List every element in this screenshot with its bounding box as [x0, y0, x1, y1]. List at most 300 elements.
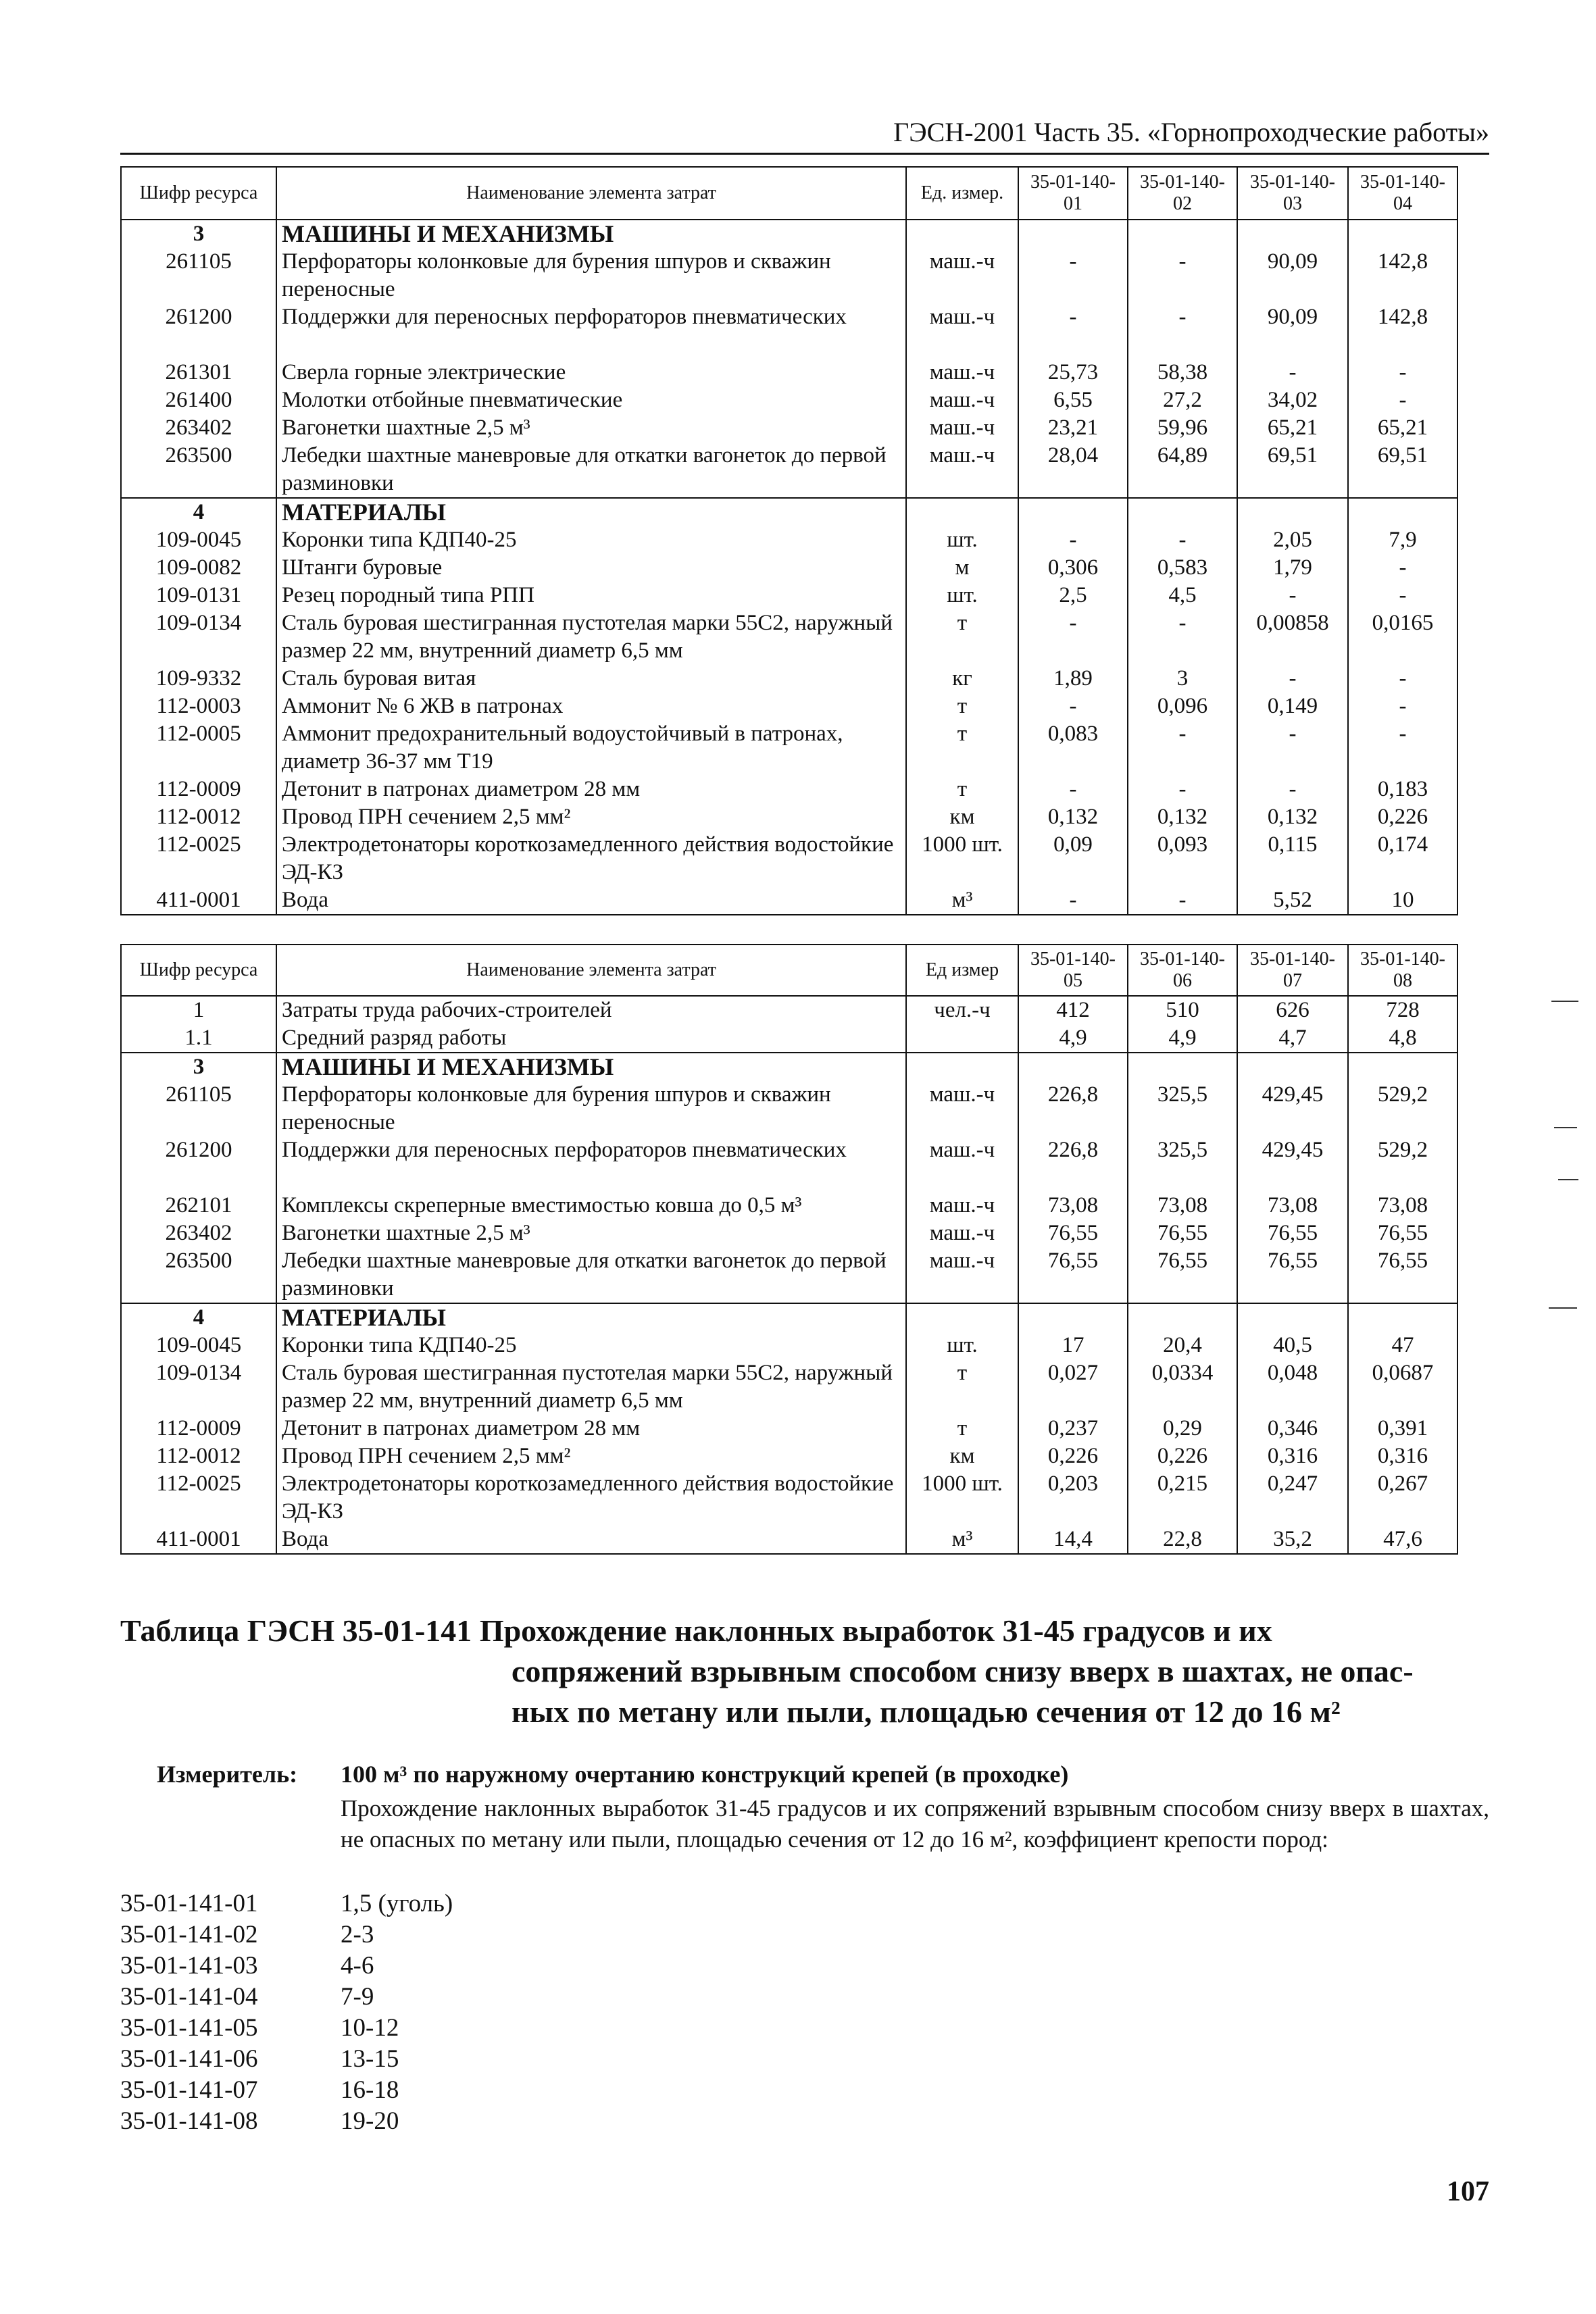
- table-title-prefix: Таблица ГЭСН 35-01-141: [120, 1613, 472, 1648]
- resource-unit: [906, 220, 1018, 248]
- norm-value: 0,346: [1237, 1415, 1348, 1442]
- norm-value: 0,583: [1128, 554, 1237, 582]
- code-value: 13-15: [341, 2045, 399, 2073]
- table-row: [121, 1136, 1457, 1192]
- norm-value: 0,226: [1018, 1442, 1128, 1470]
- resource-unit: [906, 1053, 1018, 1081]
- norm-value: 4,5: [1128, 582, 1237, 609]
- scan-mark: [1558, 1179, 1578, 1180]
- resource-code: 109-9332: [121, 665, 276, 693]
- resource-name: Сталь буровая витая: [276, 665, 906, 693]
- resource-unit: т: [906, 609, 1018, 665]
- norm-value: [1128, 1303, 1237, 1332]
- norm-value: 76,55: [1348, 1219, 1457, 1247]
- norm-value: -: [1348, 359, 1457, 386]
- norm-value: [1237, 1053, 1348, 1081]
- resource-name: МАШИНЫ И МЕХАНИЗМЫ: [276, 1053, 906, 1081]
- norm-value: 0,132: [1128, 803, 1237, 831]
- norm-value: 0,00858: [1237, 609, 1348, 665]
- resource-unit: м³: [906, 1526, 1018, 1554]
- header-col-4: 35-01-140-04: [1348, 167, 1457, 220]
- resource-unit: т: [906, 720, 1018, 776]
- norm-value: 0,316: [1348, 1442, 1457, 1470]
- norm-value: -: [1018, 776, 1128, 803]
- resource-unit: т: [906, 776, 1018, 803]
- norm-value: 0,093: [1128, 831, 1237, 886]
- resource-name: Аммонит предохранительный водоустойчивый в патронах, диаметр 36-37 мм Т19: [276, 720, 906, 776]
- resource-name: МАТЕРИАЛЫ: [276, 498, 906, 526]
- resource-unit: маш.-ч: [906, 386, 1018, 414]
- norm-value: 17: [1018, 1332, 1128, 1359]
- norm-value: 325,5: [1128, 1136, 1237, 1192]
- norm-value: -: [1348, 720, 1457, 776]
- resource-unit: 1000 шт.: [906, 1470, 1018, 1526]
- resource-unit: маш.-ч: [906, 303, 1018, 359]
- resource-code: 411-0001: [121, 886, 276, 915]
- header-col-1: 35-01-140-01: [1018, 167, 1128, 220]
- norm-value: -: [1018, 609, 1128, 665]
- norm-value: 20,4: [1128, 1332, 1237, 1359]
- resource-unit: маш.-ч: [906, 1247, 1018, 1303]
- header-unit: Ед. измер.: [906, 167, 1018, 220]
- table-title-line-1: Прохождение наклонных выработок 31-45 градусов и их: [479, 1613, 1272, 1648]
- resource-unit: км: [906, 803, 1018, 831]
- header-name: Наименование элемента затрат: [276, 945, 906, 996]
- resource-unit: [906, 1303, 1018, 1332]
- table-row: [121, 831, 1457, 886]
- resource-code: 262101: [121, 1192, 276, 1219]
- resource-unit: км: [906, 1442, 1018, 1470]
- norm-value: 69,51: [1237, 442, 1348, 498]
- table-row: [121, 1470, 1457, 1526]
- resource-code: 261200: [121, 1136, 276, 1192]
- code-id: 35-01-141-05: [120, 2014, 258, 2042]
- norm-value: 0,149: [1237, 693, 1348, 720]
- norm-value: 90,09: [1237, 303, 1348, 359]
- table-title-line-3: ных по метану или пыли, площадью сечения от 12 до 16 м²: [512, 1694, 1341, 1729]
- resource-name: Сверла горные электрические: [276, 359, 906, 386]
- header-code: Шифр ресурса: [121, 167, 276, 220]
- code-id: 35-01-141-02: [120, 1921, 258, 1948]
- norm-value: 626: [1237, 996, 1348, 1024]
- norm-value: 47: [1348, 1332, 1457, 1359]
- resource-code: 263500: [121, 442, 276, 498]
- resource-unit: т: [906, 1415, 1018, 1442]
- norm-value: 0,226: [1128, 1442, 1237, 1470]
- resource-name: Коронки типа КДП40-25: [276, 1332, 906, 1359]
- norm-value: -: [1237, 665, 1348, 693]
- header-col-3: 35-01-140-03: [1237, 167, 1348, 220]
- table-row: [121, 1415, 1457, 1442]
- norm-value: 142,8: [1348, 248, 1457, 303]
- norm-value: -: [1018, 303, 1128, 359]
- section-row: [121, 1303, 1457, 1332]
- norm-value: [1018, 1303, 1128, 1332]
- code-list-item: [120, 2013, 453, 2044]
- norm-value: 0,203: [1018, 1470, 1128, 1526]
- norm-value: 0,027: [1018, 1359, 1128, 1415]
- norm-value: 1,79: [1237, 554, 1348, 582]
- norm-value: [1018, 220, 1128, 248]
- resource-unit: 1000 шт.: [906, 831, 1018, 886]
- table-row: [121, 720, 1457, 776]
- table-row: [121, 248, 1457, 303]
- norm-value: 76,55: [1018, 1219, 1128, 1247]
- norm-value: -: [1128, 303, 1237, 359]
- norm-value: -: [1348, 386, 1457, 414]
- table-row: [121, 665, 1457, 693]
- scan-mark: [1554, 1127, 1577, 1128]
- norm-value: 0,215: [1128, 1470, 1237, 1526]
- norm-value: 325,5: [1128, 1081, 1237, 1136]
- code-list-item: [120, 2106, 453, 2137]
- page-number: 107: [1447, 2176, 1489, 2207]
- norm-value: -: [1128, 776, 1237, 803]
- resource-code: 109-0045: [121, 526, 276, 554]
- resource-unit: т: [906, 693, 1018, 720]
- norm-value: 226,8: [1018, 1136, 1128, 1192]
- code-list: [120, 1888, 453, 2137]
- norm-value: 0,174: [1348, 831, 1457, 886]
- norm-value: 14,4: [1018, 1526, 1128, 1554]
- resource-name: Резец породный типа РПП: [276, 582, 906, 609]
- resource-code: 109-0134: [121, 609, 276, 665]
- code-id: 35-01-141-07: [120, 2076, 258, 2104]
- code-list-item: [120, 1982, 453, 2013]
- section-row: [121, 1053, 1457, 1081]
- running-header: ГЭСН-2001 Часть 35. «Горнопроходческие работы»: [893, 117, 1489, 147]
- norm-value: [1348, 220, 1457, 248]
- norm-value: 7,9: [1348, 526, 1457, 554]
- table-row: [121, 693, 1457, 720]
- norm-value: 0,237: [1018, 1415, 1128, 1442]
- norm-value: 0,096: [1128, 693, 1237, 720]
- section-row: [121, 220, 1457, 248]
- code-value: 2-3: [341, 1921, 374, 1948]
- norm-value: 142,8: [1348, 303, 1457, 359]
- table-row: [121, 554, 1457, 582]
- norm-value: -: [1348, 665, 1457, 693]
- resource-name: Электродетонаторы короткозамедленного действия водостойкие ЭД-КЗ: [276, 831, 906, 886]
- norm-value: 2,5: [1018, 582, 1128, 609]
- resource-name: Лебедки шахтные маневровые для откатки вагонеток до первой разминовки: [276, 442, 906, 498]
- table-title-line-2: сопряжений взрывным способом снизу вверх в шахтах, не опас-: [512, 1654, 1414, 1688]
- resource-name: Штанги буровые: [276, 554, 906, 582]
- table-row: [121, 442, 1457, 498]
- norm-value: -: [1128, 609, 1237, 665]
- resource-name: Затраты труда рабочих-строителей: [276, 996, 906, 1024]
- norm-value: 73,08: [1018, 1192, 1128, 1219]
- norm-value: 0,391: [1348, 1415, 1457, 1442]
- norm-value: 510: [1128, 996, 1237, 1024]
- resource-code: 112-0012: [121, 1442, 276, 1470]
- resource-unit: м³: [906, 886, 1018, 915]
- norm-value: [1237, 220, 1348, 248]
- table-row: [121, 1247, 1457, 1303]
- norm-value: 0,115: [1237, 831, 1348, 886]
- norm-value: 64,89: [1128, 442, 1237, 498]
- norm-value: 65,21: [1348, 414, 1457, 442]
- norm-value: -: [1128, 248, 1237, 303]
- header-col-2: 35-01-140-06: [1128, 945, 1237, 996]
- norm-value: [1237, 498, 1348, 526]
- resource-code: 112-0009: [121, 1415, 276, 1442]
- resource-unit: [906, 1024, 1018, 1053]
- code-id: 35-01-141-06: [120, 2045, 258, 2073]
- norm-value: 69,51: [1348, 442, 1457, 498]
- code-value: 1,5 (уголь): [341, 1890, 453, 1917]
- norm-value: 529,2: [1348, 1136, 1457, 1192]
- table-row: [121, 1219, 1457, 1247]
- table-row: [121, 609, 1457, 665]
- norm-value: 0,29: [1128, 1415, 1237, 1442]
- scan-mark: [1551, 1001, 1578, 1002]
- norm-value: 3: [1128, 665, 1237, 693]
- norm-value: -: [1237, 720, 1348, 776]
- norm-value: 73,08: [1237, 1192, 1348, 1219]
- norm-value: 0,306: [1018, 554, 1128, 582]
- resource-unit: шт.: [906, 526, 1018, 554]
- norm-value: -: [1348, 582, 1457, 609]
- table-row: [121, 776, 1457, 803]
- resource-code: 261301: [121, 359, 276, 386]
- resource-name: Детонит в патронах диаметром 28 мм: [276, 776, 906, 803]
- norm-value: [1348, 1303, 1457, 1332]
- norm-value: -: [1237, 359, 1348, 386]
- header-name: Наименование элемента затрат: [276, 167, 906, 220]
- resource-code: 109-0082: [121, 554, 276, 582]
- code-value: 10-12: [341, 2014, 399, 2042]
- table-row: [121, 1024, 1457, 1053]
- norm-value: 22,8: [1128, 1526, 1237, 1554]
- code-list-item: [120, 2044, 453, 2075]
- resource-code: 109-0131: [121, 582, 276, 609]
- table-row: [121, 1081, 1457, 1136]
- norm-value: 27,2: [1128, 386, 1237, 414]
- header-col-4: 35-01-140-08: [1348, 945, 1457, 996]
- resource-name: Провод ПРН сечением 2,5 мм²: [276, 1442, 906, 1470]
- code-list-item: [120, 1919, 453, 1951]
- resource-code: 112-0012: [121, 803, 276, 831]
- resource-name: Детонит в патронах диаметром 28 мм: [276, 1415, 906, 1442]
- norm-value: -: [1128, 526, 1237, 554]
- norm-value: 76,55: [1237, 1219, 1348, 1247]
- norm-value: 76,55: [1018, 1247, 1128, 1303]
- resource-code: 109-0045: [121, 1332, 276, 1359]
- code-list-item: [120, 1951, 453, 1982]
- resource-code: 4: [121, 1303, 276, 1332]
- norm-value: 1,89: [1018, 665, 1128, 693]
- norm-value: 0,09: [1018, 831, 1128, 886]
- norm-value: -: [1018, 526, 1128, 554]
- norm-value: 0,132: [1237, 803, 1348, 831]
- table-row: [121, 526, 1457, 554]
- resource-code: 112-0025: [121, 831, 276, 886]
- resource-unit: т: [906, 1359, 1018, 1415]
- norm-value: [1128, 1053, 1237, 1081]
- header-col-3: 35-01-140-07: [1237, 945, 1348, 996]
- resource-name: МАТЕРИАЛЫ: [276, 1303, 906, 1332]
- header-code: Шифр ресурса: [121, 945, 276, 996]
- resource-code: 3: [121, 1053, 276, 1081]
- resource-name: Провод ПРН сечением 2,5 мм²: [276, 803, 906, 831]
- norm-value: -: [1237, 776, 1348, 803]
- table-row: [121, 803, 1457, 831]
- table-row: [121, 1526, 1457, 1554]
- resource-name: Перфораторы колонковые для бурения шпуров и скважин переносные: [276, 248, 906, 303]
- norm-value: [1348, 498, 1457, 526]
- norm-value: 4,9: [1018, 1024, 1128, 1053]
- resource-name: Перфораторы колонковые для бурения шпуров и скважин переносные: [276, 1081, 906, 1136]
- resource-name: Молотки отбойные пневматические: [276, 386, 906, 414]
- resource-unit: шт.: [906, 582, 1018, 609]
- resource-unit: маш.-ч: [906, 414, 1018, 442]
- norm-value: 4,8: [1348, 1024, 1457, 1053]
- norm-value: 10: [1348, 886, 1457, 915]
- table-description: Прохождение наклонных выработок 31-45 градусов и их сопряжений взрывным способом снизу вверх в шахтах, не опасных по метану или пыли, площадью сечения от 12 до 16 м², коэффициент крепости пород:: [341, 1795, 1489, 1853]
- resource-name: Средний разряд работы: [276, 1024, 906, 1053]
- resource-name: Аммонит № 6 ЖВ в патронах: [276, 693, 906, 720]
- norm-value: -: [1348, 693, 1457, 720]
- resource-code: 112-0009: [121, 776, 276, 803]
- norm-value: 59,96: [1128, 414, 1237, 442]
- code-value: 19-20: [341, 2107, 399, 2135]
- table-row: [121, 1359, 1457, 1415]
- measure-line: [157, 1760, 1068, 1788]
- code-value: 7-9: [341, 1983, 374, 2011]
- resource-name: Вода: [276, 886, 906, 915]
- resource-unit: маш.-ч: [906, 248, 1018, 303]
- resource-code: 263402: [121, 414, 276, 442]
- table-body: [121, 220, 1457, 915]
- norm-value: 65,21: [1237, 414, 1348, 442]
- resource-code: 261105: [121, 248, 276, 303]
- table-body: [121, 996, 1457, 1554]
- norm-value: 23,21: [1018, 414, 1128, 442]
- code-value: 16-18: [341, 2076, 399, 2104]
- resource-name: МАШИНЫ И МЕХАНИЗМЫ: [276, 220, 906, 248]
- norm-value: [1018, 498, 1128, 526]
- table-row: [121, 1332, 1457, 1359]
- norm-value: 0,183: [1348, 776, 1457, 803]
- resource-name: Коронки типа КДП40-25: [276, 526, 906, 554]
- resource-code: 263402: [121, 1219, 276, 1247]
- header-col-2: 35-01-140-02: [1128, 167, 1237, 220]
- norm-value: -: [1018, 886, 1128, 915]
- norm-value: 4,9: [1128, 1024, 1237, 1053]
- header-rule: [120, 153, 1489, 155]
- resource-code: 261105: [121, 1081, 276, 1136]
- norm-value: 34,02: [1237, 386, 1348, 414]
- resource-name: Вода: [276, 1526, 906, 1554]
- norm-value: 0,316: [1237, 1442, 1348, 1470]
- norm-value: 25,73: [1018, 359, 1128, 386]
- norm-value: -: [1237, 582, 1348, 609]
- resource-code: 4: [121, 498, 276, 526]
- table-row: [121, 582, 1457, 609]
- resource-table-140-05-08: [120, 944, 1458, 1555]
- code-id: 35-01-141-03: [120, 1952, 258, 1980]
- resource-code: 1: [121, 996, 276, 1024]
- norm-value: 429,45: [1237, 1136, 1348, 1192]
- norm-value: [1348, 1053, 1457, 1081]
- norm-value: 728: [1348, 996, 1457, 1024]
- resource-code: 109-0134: [121, 1359, 276, 1415]
- norm-value: 0,226: [1348, 803, 1457, 831]
- norm-value: -: [1018, 248, 1128, 303]
- norm-value: [1128, 220, 1237, 248]
- table-row: [121, 303, 1457, 359]
- norm-value: [1128, 498, 1237, 526]
- resource-unit: маш.-ч: [906, 1192, 1018, 1219]
- resource-code: 261200: [121, 303, 276, 359]
- norm-value: 2,05: [1237, 526, 1348, 554]
- table-title: [120, 1610, 1272, 1652]
- norm-value: 0,0334: [1128, 1359, 1237, 1415]
- section-row: [121, 498, 1457, 526]
- resource-table-140-01-04: [120, 166, 1458, 915]
- norm-value: 76,55: [1348, 1247, 1457, 1303]
- resource-code: 112-0003: [121, 693, 276, 720]
- table-row: [121, 1192, 1457, 1219]
- norm-value: 0,0687: [1348, 1359, 1457, 1415]
- norm-value: -: [1128, 720, 1237, 776]
- norm-value: 40,5: [1237, 1332, 1348, 1359]
- norm-value: 0,247: [1237, 1470, 1348, 1526]
- norm-value: 76,55: [1128, 1247, 1237, 1303]
- scan-mark: [1549, 1307, 1577, 1309]
- norm-value: 58,38: [1128, 359, 1237, 386]
- resource-unit: шт.: [906, 1332, 1018, 1359]
- norm-value: 0,0165: [1348, 609, 1457, 665]
- resource-name: Электродетонаторы короткозамедленного действия водостойкие ЭД-КЗ: [276, 1470, 906, 1526]
- resource-unit: кг: [906, 665, 1018, 693]
- table-row: [121, 996, 1457, 1024]
- resource-code: 1.1: [121, 1024, 276, 1053]
- resource-code: 112-0005: [121, 720, 276, 776]
- norm-value: -: [1128, 886, 1237, 915]
- norm-value: 429,45: [1237, 1081, 1348, 1136]
- resource-unit: маш.-ч: [906, 1219, 1018, 1247]
- norm-value: 47,6: [1348, 1526, 1457, 1554]
- code-list-item: [120, 1888, 453, 1919]
- norm-value: 90,09: [1237, 248, 1348, 303]
- resource-unit: маш.-ч: [906, 1081, 1018, 1136]
- norm-value: [1018, 1053, 1128, 1081]
- norm-value: 76,55: [1128, 1219, 1237, 1247]
- table-row: [121, 359, 1457, 386]
- norm-value: 0,083: [1018, 720, 1128, 776]
- resource-name: Лебедки шахтные маневровые для откатки вагонеток до первой разминовки: [276, 1247, 906, 1303]
- norm-value: 28,04: [1018, 442, 1128, 498]
- table-row: [121, 1442, 1457, 1470]
- norm-value: -: [1348, 554, 1457, 582]
- resource-name: Вагонетки шахтные 2,5 м³: [276, 1219, 906, 1247]
- norm-value: 76,55: [1237, 1247, 1348, 1303]
- table-row: [121, 386, 1457, 414]
- code-id: 35-01-141-08: [120, 2107, 258, 2135]
- resource-name: Комплексы скреперные вместимостью ковша до 0,5 м³: [276, 1192, 906, 1219]
- code-list-item: [120, 2075, 453, 2106]
- resource-unit: маш.-ч: [906, 442, 1018, 498]
- resource-unit: [906, 498, 1018, 526]
- norm-value: 73,08: [1128, 1192, 1237, 1219]
- code-value: 4-6: [341, 1952, 374, 1980]
- resource-unit: м: [906, 554, 1018, 582]
- resource-unit: маш.-ч: [906, 359, 1018, 386]
- resource-name: Вагонетки шахтные 2,5 м³: [276, 414, 906, 442]
- header-col-1: 35-01-140-05: [1018, 945, 1128, 996]
